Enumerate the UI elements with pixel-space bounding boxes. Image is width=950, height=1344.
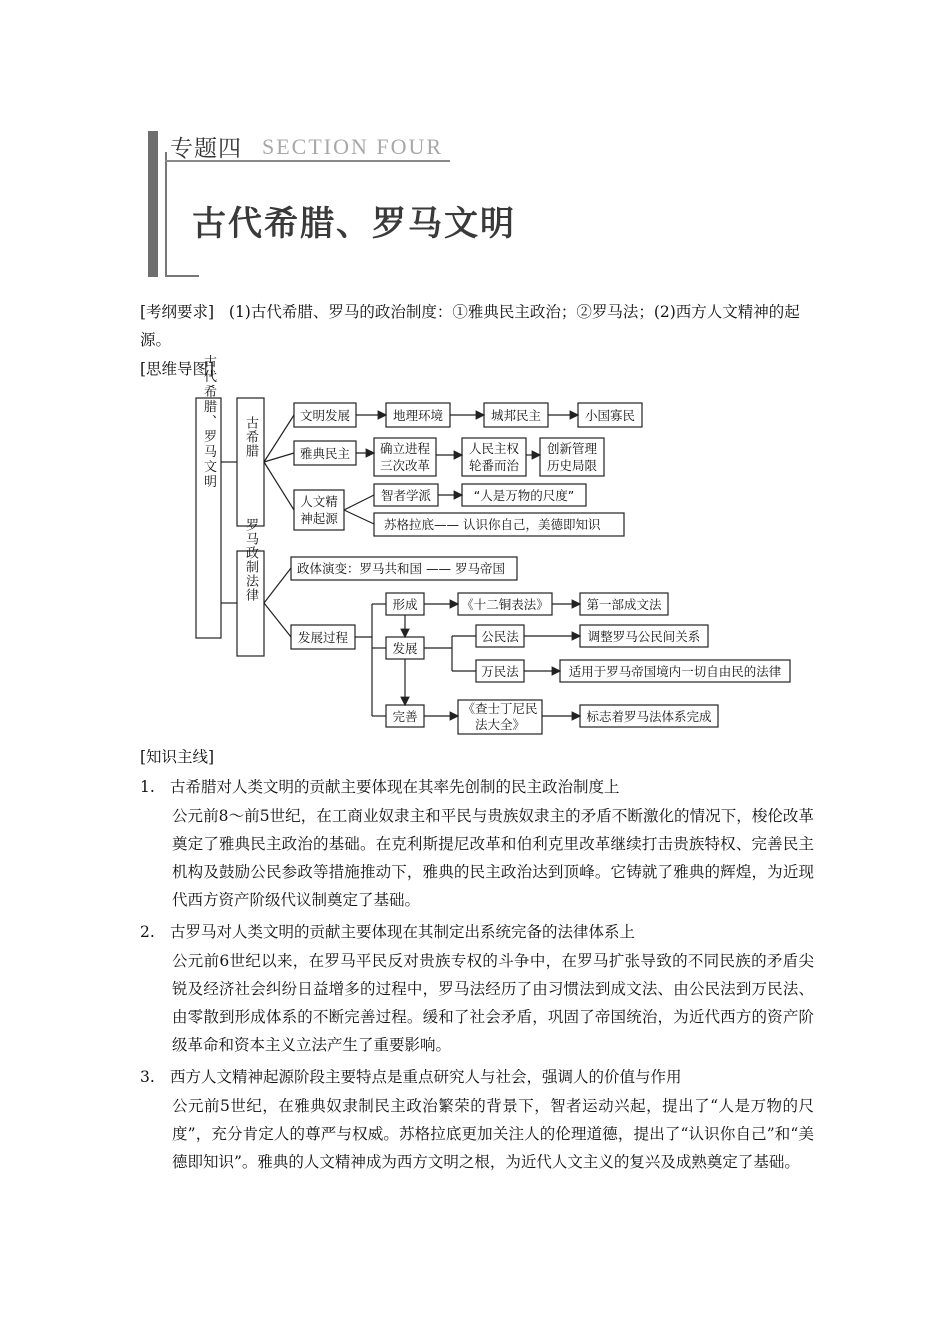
node-establish-2: 三次改革 [379, 458, 431, 473]
node-people-2: 轮番而治 [468, 458, 520, 473]
node-development: 发展 [392, 641, 418, 656]
section-label: SECTION FOUR [262, 134, 444, 159]
node-system-complete: 标志着罗马法体系完成 [586, 709, 712, 724]
node-evolution: 政体演变：罗马共和国 —— 罗马帝国 [297, 561, 505, 576]
rome-text: 罗马政制法律 [243, 518, 258, 602]
node-civ-dev: 文明发展 [299, 408, 351, 423]
node-twelve-tables: 《十二铜表法》 [461, 597, 549, 612]
node-ius-gentium-desc: 适用于罗马帝国境内一切自由民的法律 [568, 664, 782, 679]
node-civil-law-desc: 调整罗马公民间关系 [587, 629, 701, 644]
node-civil-law: 公民法 [481, 629, 519, 644]
topic-label: 专题四 [170, 136, 242, 162]
node-process: 发展过程 [297, 630, 349, 645]
requirements-text: (1)古代希腊、罗马的政治制度：①雅典民主政治；②罗马法；(2)西方人文精神的起源。 [140, 303, 800, 349]
node-athens: 雅典民主 [299, 446, 351, 461]
node-city-state: 城邦民主 [490, 408, 542, 423]
node-measure: “人是万物的尺度” [473, 488, 575, 503]
knowledge-item-1-body: 公元前8～前5世纪，在工商业奴隶主和平民与贵族奴隶主的矛盾不断激化的情况下，梭伦改革奠定了雅典民主政治的基础。在克利斯提尼改革和伯利克里改革继续打击贵族特权、完善民主机构及鼓励公民参政等措施推动下，雅典的民主政治达到顶峰。它铸就了雅典的辉煌，为近现代西方资产阶级代议制奠定了基础。 [172, 807, 814, 909]
node-small-state: 小国寡民 [584, 408, 636, 423]
node-justinian-2: 法大全》 [474, 717, 526, 732]
node-ius-gentium: 万民法 [481, 664, 519, 679]
node-geo: 地理环境 [392, 408, 444, 423]
root-text: 古代希腊、罗马文明 [201, 354, 216, 490]
knowledge-item-2-body: 公元前6世纪以来，在罗马平民反对贵族专权的斗争中，在罗马扩张导致的不同民族的矛盾尖锐及经济社会纠纷日益增多的过程中，罗马法经历了由习惯法到成文法、由公民法到万民法、由零散到形成体系的不断完善过程。缓和了社会矛盾，巩固了帝国统治，为近代西方的资产阶级革命和资本主义立法产生了重要影响。 [172, 952, 814, 1054]
node-humanism-2: 神起源 [300, 511, 338, 526]
node-sophists: 智者学派 [380, 488, 432, 503]
knowledge-label: [知识主线] [140, 748, 215, 766]
knowledge-item-3-head: 3. 西方人文精神起源阶段主要特点是重点研究人与社会，强调人的价值与作用 [140, 1068, 682, 1086]
page-title: 古代希腊、罗马文明 [192, 204, 516, 244]
knowledge-item-2-head: 2. 古罗马对人类文明的贡献主要体现在其制定出系统完备的法律体系上 [140, 923, 636, 941]
node-completion: 完善 [392, 709, 418, 724]
greece-text: 古希腊 [243, 416, 258, 458]
mindmap-label: [思维导图] [140, 360, 215, 378]
node-first-written: 第一部成文法 [586, 597, 662, 612]
requirements-label: [考纲要求] [140, 303, 215, 321]
node-establish-1: 确立进程 [379, 441, 431, 456]
node-justinian-1: 《查士丁尼民 [462, 701, 538, 716]
node-humanism-1: 人文精 [300, 494, 338, 509]
node-innov-2: 历史局限 [546, 458, 598, 473]
knowledge-item-3-body: 公元前5世纪，在雅典奴隶制民主政治繁荣的背景下，智者运动兴起，提出了“人是万物的尺度”，充分肯定人的尊严与权威。苏格拉底更加关注人的伦理道德，提出了“认识你自己”和“美德即知识”。雅典的人文精神成为西方文明之根，为近代人文主义的复兴及成熟奠定了基础。 [172, 1097, 814, 1171]
node-formation: 形成 [392, 597, 418, 612]
node-socrates: 苏格拉底—— 认识你自己，美德即知识 [384, 517, 601, 532]
node-innov-1: 创新管理 [546, 441, 598, 456]
knowledge-item-1-head: 1. 古希腊对人类文明的贡献主要体现在其率先创制的民主政治制度上 [140, 778, 620, 796]
node-people-1: 人民主权 [468, 441, 520, 456]
